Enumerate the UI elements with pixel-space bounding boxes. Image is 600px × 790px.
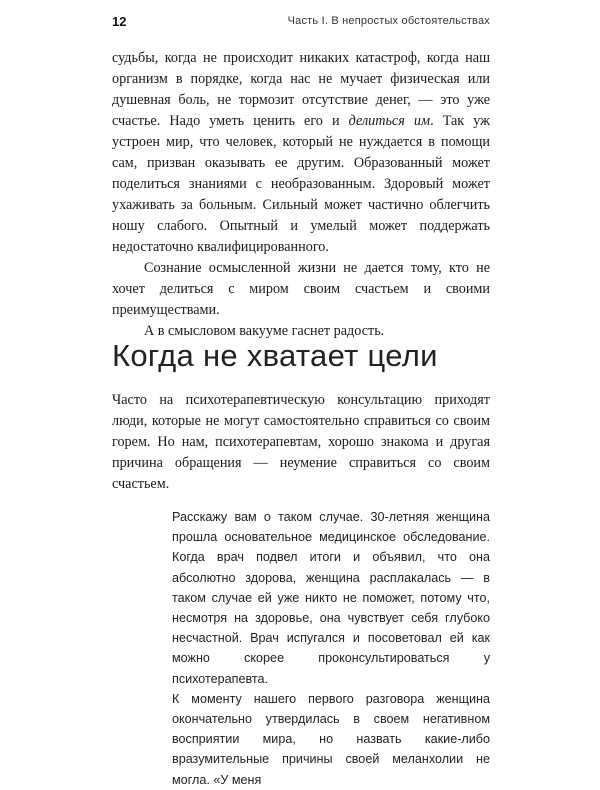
page-number: 12 <box>112 14 127 29</box>
paragraph-1-emphasis: делиться им <box>348 113 431 129</box>
case-paragraph-1: Расскажу вам о таком случае. 30-летняя женщина прошла основательное медицинское обследование. Когда врач подвел итоги и объявил, что она абсолютно здорова, женщина расплакалась — в таком случае ей уже никто не поможет, потому что, несмотря на здоровье, она чувствует себя глубоко несчастной. Врач испугался и посоветовал ей как можно скорее проконсультироваться у психотерапевта. <box>172 510 490 686</box>
paragraph-3: А в смысловом вакууме гаснет радость. <box>144 323 385 339</box>
case-paragraph-2: К моменту нашего первого разговора женщина окончательно утвердилась в своем негативном восприятии мира, но назвать какие-либо вразумительные причины своей меланхолии не могла. «У меня <box>172 691 490 787</box>
intro-paragraph: Часто на психотерапевтическую консультацию приходят люди, которые не могут самостоятельно справиться со своим горем. Но нам, психотерапевтам, хорошо знакома и другая причина обращения — неумение справиться со своим счастьем. <box>112 392 490 492</box>
paragraph-2: Сознание осмысленной жизни не дается тому, кто не хочет делиться с миром своим счастьем и своими преимуществами. <box>112 260 490 318</box>
page-header <box>112 14 490 34</box>
case-study <box>172 507 490 790</box>
section-intro <box>112 390 490 495</box>
paragraph-1-part-b: . Так уж устроен мир, что человек, который не нуждается в помощи сам, призван оказывать ее другим. Образованный может поделиться знаниями с необразованным. Здоровый может ухаживать за больным. Сильный может частично облегчить ношу слабого. Опытный и умелый может поддержать недостаточно квалифицированного. <box>112 113 490 255</box>
running-head: Часть I. В непростых обстоятельствах <box>287 15 490 27</box>
section-title: Когда не хватает цели <box>112 338 438 373</box>
paragraph-1 <box>112 48 490 258</box>
body-text <box>112 48 490 342</box>
paragraph-1-part-a: судьбы, когда не происходит никаких катастроф, когда наш организм в порядке, когда нас не мучает физическая или душевная боль, не тормозит отсутствие денег, — это уже счастье. Надо уметь ценить его и <box>112 50 490 129</box>
